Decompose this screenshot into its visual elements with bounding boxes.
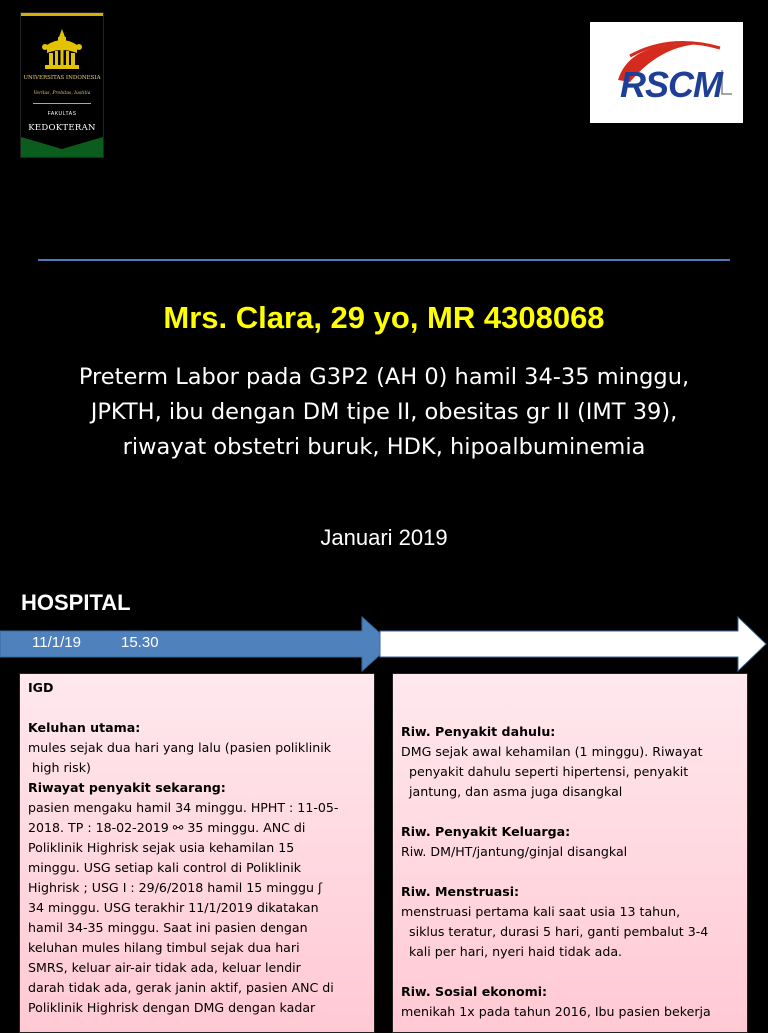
sosial-label: Riw. Sosial ekonomi: (401, 984, 548, 999)
subtitle-line-3: riwayat obstetri buruk, HDK, hipoalbuminemia (122, 434, 646, 460)
case-title: Mrs. Clara, 29 yo, MR 4308068 (163, 300, 605, 335)
timeline-arrow-white (380, 617, 766, 671)
makara-crest-icon (41, 27, 83, 71)
keluhan-line: high risk) (28, 760, 91, 775)
penyakit-dahulu-line: DMG sejak awal kehamilan (1 minggu). Riwayat (401, 744, 703, 759)
faculty-name: KEDOKTERAN (28, 123, 96, 133)
rscm-logo (590, 22, 743, 123)
menstruasi-line: siklus teratur, durasi 5 hari, ganti pembalut 3-4 (401, 924, 709, 939)
faculty-prefix: FAKULTAS (47, 111, 77, 117)
keluhan-label: Keluhan utama: (28, 720, 141, 735)
riwayat-label: Riwayat penyakit sekarang: (28, 780, 226, 795)
menstruasi-line: kali per hari, nyeri haid tidak ada. (401, 944, 623, 959)
riwayat-line: minggu. USG setiap kali control di Poliklinik (28, 860, 302, 875)
riwayat-line: hamil 34-35 minggu. Saat ini pasien dengan (28, 920, 308, 935)
subtitle-line-2: JPKTH, ibu dengan DM tipe II, obesitas gr II (IMT 39), (90, 399, 678, 425)
section-title: HOSPITAL (21, 590, 131, 615)
menstruasi-label: Riw. Menstruasi: (401, 884, 520, 899)
igd-heading: IGD (28, 680, 54, 695)
timeline-arrows (0, 615, 768, 673)
riwayat-line: SMRS, keluar air-air tidak ada, keluar lendir (28, 960, 301, 975)
subtitle-line-1: Preterm Labor pada G3P2 (AH 0) hamil 34-35 minggu, (78, 364, 690, 390)
rscm-logo-text: RSCM (620, 64, 722, 105)
riwayat-line: Poliklinik Highrisk sejak usia kehamilan 15 (28, 840, 295, 855)
title-divider (38, 259, 730, 261)
university-motto: Veritas, Probitas, Iustitia (33, 91, 91, 96)
history-box (392, 673, 748, 1033)
penyakit-dahulu-line: jantung, dan asma juga disangkal (401, 784, 623, 799)
riwayat-line: 34 minggu. USG terakhir 11/1/2019 dikatakan (28, 900, 319, 915)
penyakit-dahulu-label: Riw. Penyakit dahulu: (401, 724, 556, 739)
menstruasi-line: menstruasi pertama kali saat usia 13 tahun, (401, 904, 681, 919)
igd-box (19, 673, 375, 1033)
riwayat-line: keluhan mules hilang timbul sejak dua hari (28, 940, 300, 955)
university-logo (20, 12, 104, 158)
keluarga-label: Riw. Penyakit Keluarga: (401, 824, 571, 839)
penyakit-dahulu-line: penyakit dahulu seperti hipertensi, penyakit (401, 764, 689, 779)
timeline-time: 15.30 (121, 634, 159, 651)
sosial-line: menikah 1x pada tahun 2016, Ibu pasien bekerja (401, 1004, 711, 1019)
timeline-date: 11/1/19 (32, 634, 81, 651)
keluarga-line: Riw. DM/HT/jantung/ginjal disangkal (401, 844, 628, 859)
university-name: UNIVERSITAS INDONESIA (23, 75, 101, 81)
riwayat-line: Highrisk ; USG I : 29/6/2018 hamil 15 minggu ʃ (28, 880, 323, 895)
riwayat-line: darah tidak ada, gerak janin aktif, pasien ANC di (28, 980, 334, 995)
presentation-date: Januari 2019 (320, 525, 448, 550)
riwayat-line: Poliklinik Highrisk dengan DMG dengan kadar (28, 1000, 316, 1015)
riwayat-line: pasien mengaku hamil 34 minggu. HPHT : 11-05- (28, 800, 339, 815)
riwayat-line: 2018. TP : 18-02-2019 ⚯ 35 minggu. ANC di (28, 820, 306, 835)
keluhan-line: mules sejak dua hari yang lalu (pasien poliklinik (28, 740, 331, 755)
